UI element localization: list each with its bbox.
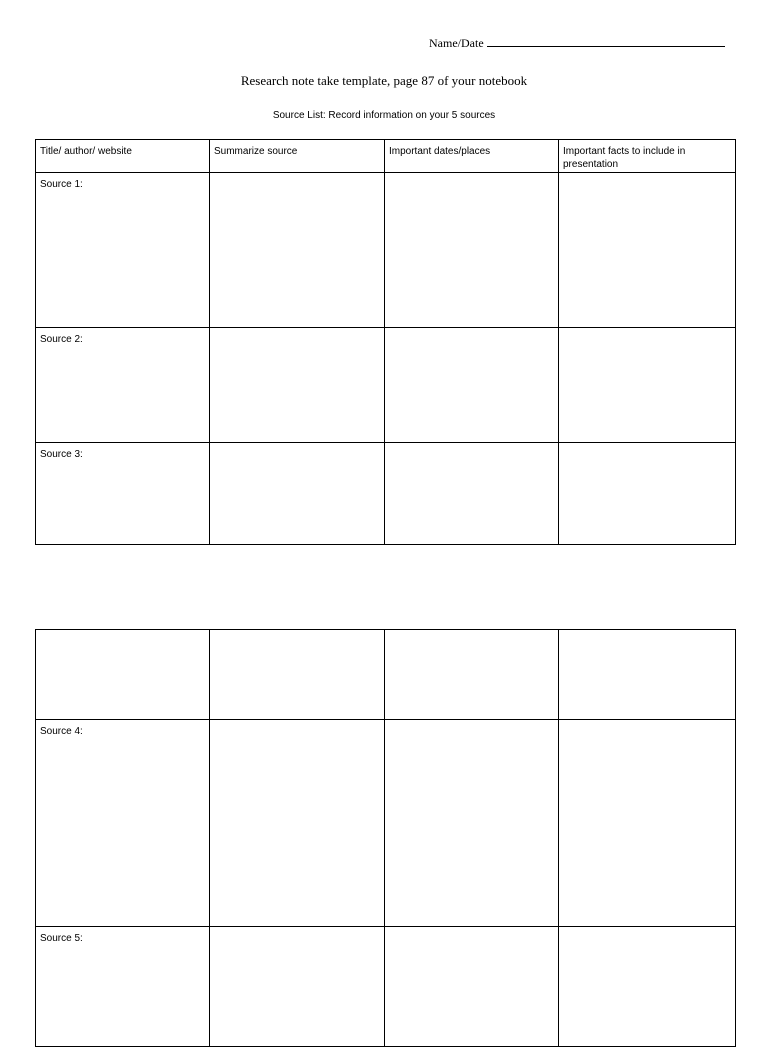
cell-dates-continuation[interactable] (385, 630, 559, 720)
source-table-bottom (35, 629, 736, 1047)
row-label-source-2[interactable]: Source 2: (36, 328, 210, 443)
table-row-source-4 (36, 720, 736, 927)
source-table-top (35, 139, 736, 545)
cell-dates-source-3[interactable] (385, 443, 559, 545)
cell-facts-continuation[interactable] (559, 630, 736, 720)
cell-dates-source-2[interactable] (385, 328, 559, 443)
row-label-source-4[interactable]: Source 4: (36, 720, 210, 927)
table-row-source-3 (36, 443, 736, 545)
cell-summary-source-1[interactable] (210, 173, 385, 328)
document-subtitle: Source List: Record information on your 5 sources (272, 110, 496, 121)
cell-facts-source-5[interactable] (559, 927, 736, 1047)
cell-dates-source-5[interactable] (385, 927, 559, 1047)
row-label-continuation[interactable] (36, 630, 210, 720)
column-header-summarize-source: Summarize source (210, 140, 385, 173)
column-header-important-facts: Important facts to include in presentation (559, 140, 736, 173)
row-label-source-3[interactable]: Source 3: (36, 443, 210, 545)
document-title: Research note take template, page 87 of your notebook (240, 73, 528, 88)
table-row-source-2 (36, 328, 736, 443)
cell-summary-continuation[interactable] (210, 630, 385, 720)
column-header-important-dates-places: Important dates/places (385, 140, 559, 173)
name-date-label: Name/Date (429, 36, 484, 50)
row-label-source-1[interactable]: Source 1: (36, 173, 210, 328)
cell-summary-source-2[interactable] (210, 328, 385, 443)
cell-summary-source-3[interactable] (210, 443, 385, 545)
row-label-source-5[interactable]: Source 5: (36, 927, 210, 1047)
table-row-source-5 (36, 927, 736, 1047)
table-row-source-1 (36, 173, 736, 328)
cell-facts-source-1[interactable] (559, 173, 736, 328)
table-header-row (36, 140, 736, 173)
name-date-blank-line[interactable] (487, 35, 725, 47)
cell-facts-source-4[interactable] (559, 720, 736, 927)
column-header-title-author-website: Title/ author/ website (36, 140, 210, 173)
cell-summary-source-5[interactable] (210, 927, 385, 1047)
table-row-continuation (36, 630, 736, 720)
name-date-field (429, 35, 725, 51)
cell-dates-source-4[interactable] (385, 720, 559, 927)
cell-summary-source-4[interactable] (210, 720, 385, 927)
cell-facts-source-3[interactable] (559, 443, 736, 545)
cell-dates-source-1[interactable] (385, 173, 559, 328)
cell-facts-source-2[interactable] (559, 328, 736, 443)
